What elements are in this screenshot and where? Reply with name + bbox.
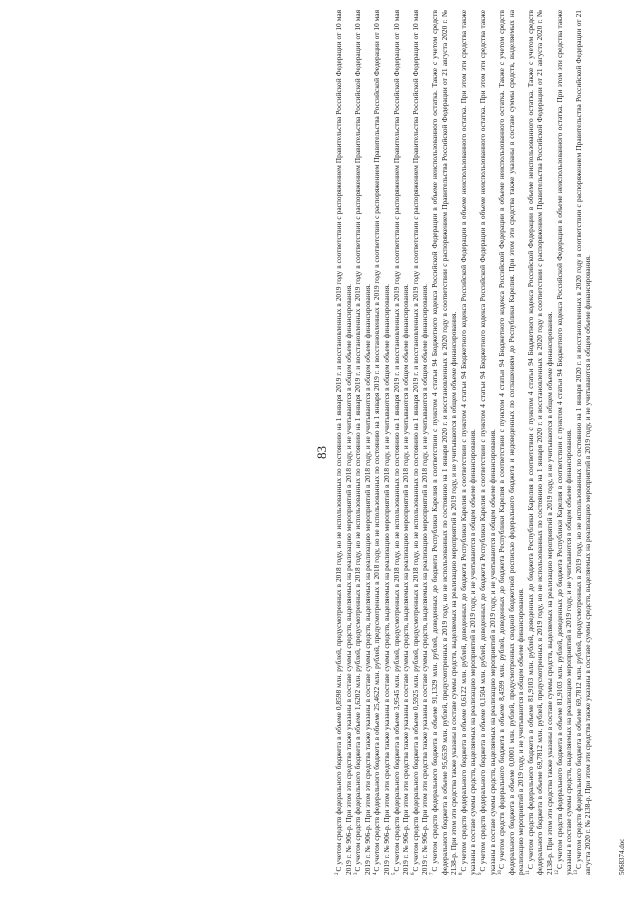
footnote-text: С учетом средств федерального бюджета в объеме 3,9545 млн. рублей, предусмотренных в 2018 году, но не использованных по состоянию на 1 января 2019 г. и восстановленных в 2019 году в соответствии с распоряжением Правительства Российской Федерации от 10 мая 2019 г. № 906-р. При этом эти средства также указаны в составе суммы средств, выделяемых на реализацию мероприятий в 2018 году, и не учитываются в общем объеме финансирования. [391,10,411,875]
footnote-text: С учетом средств федерального бюджета в объеме 91,1329 млн. рублей, доведенных до бюджета Республики Карелия в соответствии с пунктом 4 статьи 94 Бюджетного кодекса Российской Федерации в объеме неиспользованного остатка. Также с учетом средств федерального бюджета в объеме 95,6539 млн. рублей, предусмотренных в 2019 году, но не использованных по состоянию на 1 января 2020 г. и восстановленных в 2020 году в соответствии с распоряжением Правительства Российской Федерации от 21 августа 2020 г. № 2138-р. При этом эти средства также указаны в составе суммы средств, выделяемых на реализацию мероприятий в 2019 году, и не учитываются в общем объеме финансирования. [429,10,459,875]
footnote [353,10,372,875]
footnote-text: С учетом средств федерального бюджета в объеме 1,6202 млн. рублей, предусмотренных в 2018 году, но не использованных по состоянию на 1 января 2019 г. и восстановленных в 2019 году в соответствии с распоряжением Правительства Российской Федерации от 10 мая 2019 г. № 906-р. При этом эти средства также указаны в составе суммы средств, выделяемых на реализацию мероприятий в 2018 году, и не учитываются в общем объеме финансирования. [353,10,372,875]
footnote [372,10,391,875]
footnote-text: С учетом средств федерального бюджета в объеме 0,8598 млн. рублей, предусмотренных в 2018 году, но не использованных по состоянию на 1 января 2019 г. и восстановленных в 2019 году в соответствии с распоряжением Правительства Российской Федерации от 10 мая 2019 г. № 906-р. При этом эти средства также указаны в составе суммы средств, выделяемых на реализацию мероприятий в 2018 году, и не учитываются в общем объеме финансирования. [334,10,353,875]
footnote [526,10,555,875]
footnote [478,10,497,875]
footnote-text: С учетом средств федерального бюджета в объеме 81,9103 млн. рублей, доведенных до бюджета Республики Карелия в соответствии с пунктом 4 статьи 94 Бюджетного кодекса Российской Федерации в объеме неиспользованного остатка. При этом эти средства также указаны в составе суммы средств, выделяемых на реализацию мероприятий в 2019 году, и не учитываются в общем объеме финансирования. [554,10,574,875]
footnote [430,10,459,875]
footnote [392,10,411,875]
footnote-mark: 3 [353,872,359,875]
footnotes-block [334,10,593,875]
footnote-mark: 9 [478,872,484,875]
footnote [459,10,478,875]
footnote-mark: 5 [392,872,398,875]
footnote-text: С учетом средств федерального бюджета в объеме 0,1504 млн. рублей, доведенных до бюджета Республики Карелия в соответствии с пунктом 4 статьи 94 Бюджетного кодекса Российской Федерации в объеме неиспользованного остатка. При этом эти средства также указаны в составе суммы средств, выделяемых на реализацию мероприятий в 2019 году, и не учитываются в общем объеме финансирования. [477,10,497,875]
footnote-mark: 11 [526,870,532,875]
footnote-text: С учетом средств федерального бюджета в объеме 69,7812 млн. рублей, предусмотренных в 2019 году, но не использованных по состоянию на 1 января 2020 г. и восстановленных в 2020 году в соответствии с распоряжением Правительства Российской Федерации от 21 августа 2020 г. № 2138-р. При этом эти средства также указаны в составе суммы средств, выделяемых на реализацию мероприятий в 2019 году, и не учитываются в общем объеме финансирования. [573,10,593,875]
footnote-mark: 13 [574,870,580,875]
footnote-text: С учетом средств федерального бюджета в объеме 8,4599 млн. рублей, доведенных до бюджета Республики Карелия в соответствии с пунктом 4 статьи 94 Бюджетного кодекса Российской Федерации в объеме неиспользованного остатка. Также с учетом средств федерального бюджета в объеме 0,0001 млн. рублей, предусмотренных сводной бюджетной росписью федерального бюджета и недоведенных по соглашениям до Республики Карелия. При этом эти средства также указаны в составе суммы средств, выделяемых на реализацию мероприятий в 2019 году, и не учитываются в общем объеме финансирования. [497,10,526,875]
footnote [411,10,430,875]
footnote-text: С учетом средств федерального бюджета в объеме 25,4622 млн. рублей, предусмотренных в 2018 году, но не использованных по состоянию на 1 января 2019 г. и восстановленных в 2019 году в соответствии с распоряжением Правительства Российской Федерации от 10 мая 2019 г. № 906-р. При этом эти средства также указаны в составе суммы средств, выделяемых на реализацию мероприятий в 2018 году, и не учитываются в общем объеме финансирования. [372,10,391,875]
footnote [497,10,526,875]
footnote [334,10,353,875]
footnote-mark: 8 [459,872,465,875]
footnote [574,10,593,875]
footnote-mark: 12 [555,870,561,875]
footnote-mark: 6 [411,872,417,875]
footnote-mark: 2 [334,872,340,875]
footnote-text: С учетом средств федерального бюджета в объеме 0,5925 млн. рублей, предусмотренных в 2018 году, но не использованных по состоянию на 1 января 2019 г. и восстановленных в 2019 году в соответствии с распоряжением Правительства Российской Федерации от 10 мая 2019 г. № 906-р. При этом эти средства также указаны в составе суммы средств, выделяемых на реализацию мероприятий в 2018 году, и не учитываются в общем объеме финансирования. [410,10,430,875]
footnote-text: С учетом средств федерального бюджета в объеме 81,9103 млн. рублей, доведенных до бюджета Республики Карелия в соответствии с пунктом 4 статьи 94 Бюджетного кодекса Российской Федерации в объеме неиспользованного остатка. Также с учетом средств федерального бюджета в объеме 69,7812 млн. рублей, предусмотренных в 2019 году, но не использованных по состоянию на 1 января 2020 г. и восстановленных в 2020 году в соответствии с распоряжением Правительства Российской Федерации от 21 августа 2020 г. № 2138-р. При этом эти средства также указаны в составе суммы средств, выделяемых на реализацию мероприятий в 2019 году, и не учитываются в общем объеме финансирования. [525,10,555,875]
page-number: 83 [314,446,329,459]
footnote-text: С учетом средств федерального бюджета в объеме 0,6122 млн. рублей, доведенных до бюджета Республики Карелия в соответствии с пунктом 4 статьи 94 Бюджетного кодекса Российской Федерации в объеме неиспользованного остатка. При этом эти средства также указаны в составе суммы средств, выделяемых на реализацию мероприятий в 2019 году, и не учитываются в общем объеме финансирования. [458,10,478,875]
footnote-mark: 4 [372,872,378,875]
document-id: 5068374.doc [618,838,626,875]
footnote-mark: 10 [497,870,503,875]
footnote-mark: 7 [430,872,436,875]
footnote [555,10,574,875]
